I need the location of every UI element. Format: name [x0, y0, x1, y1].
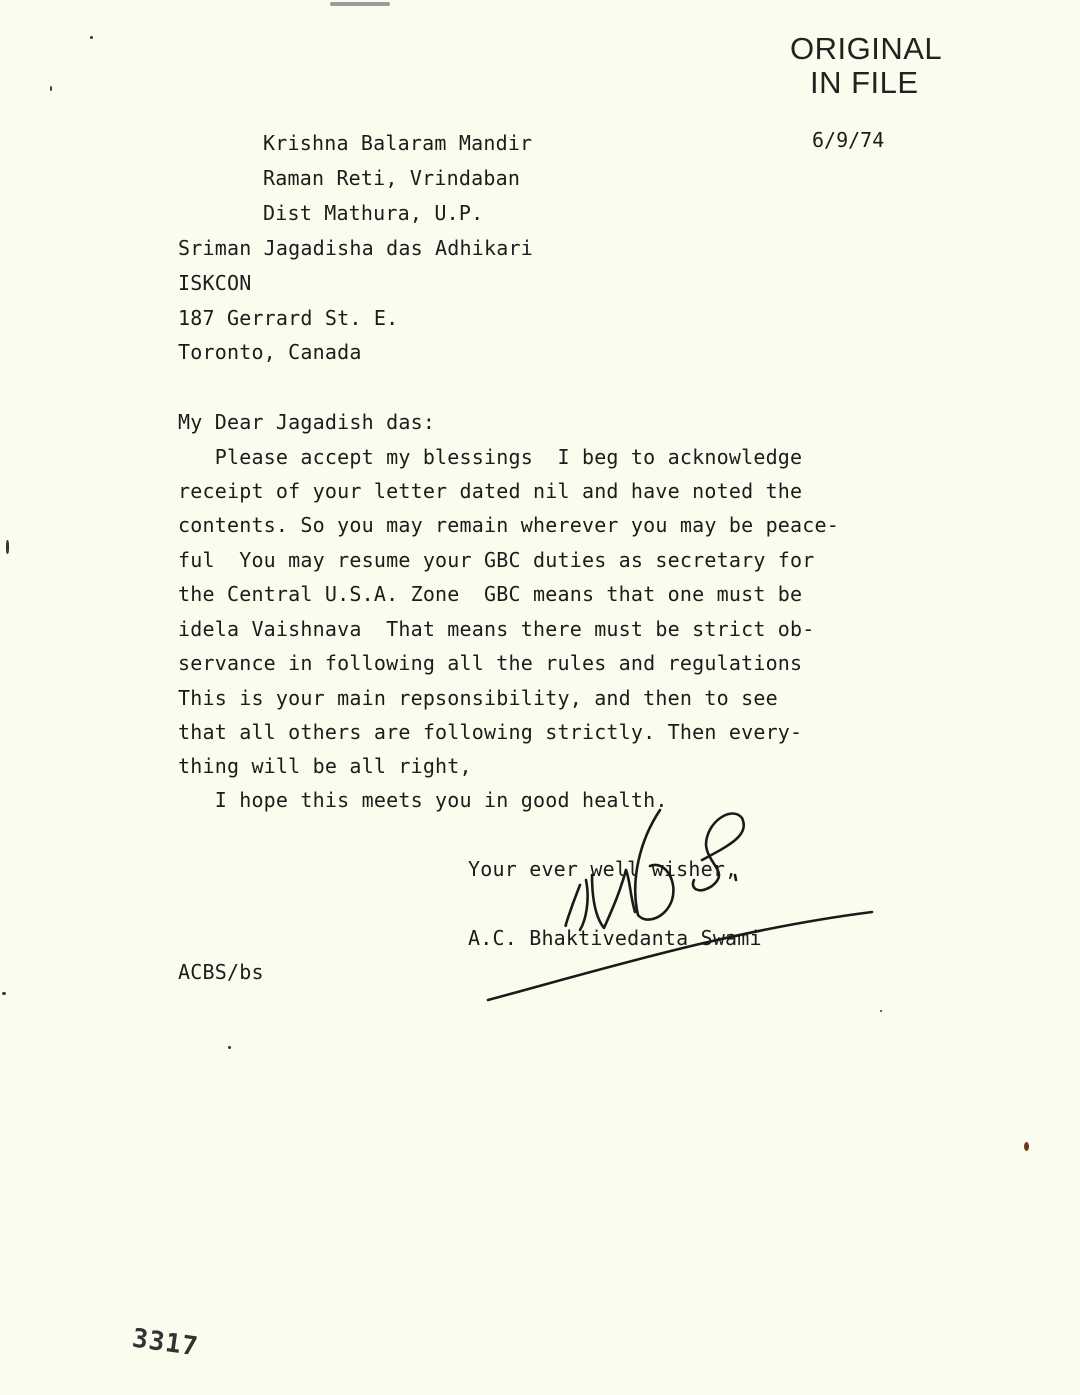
reference-line: ACBS/bs — [178, 960, 264, 984]
sender-line: Raman Reti, Vrindaban — [263, 166, 521, 190]
body-line: idela Vaishnava That means there must be strict ob- — [178, 617, 815, 641]
body-line: This is your main repsonsibility, and then to see — [178, 686, 778, 710]
recipient-line: ISKCON — [178, 271, 252, 295]
signatory-name: A.C. Bhaktivedanta Swami — [468, 926, 762, 950]
original-in-file-stamp — [790, 32, 950, 100]
body-line: ful You may resume your GBC duties as secretary for — [178, 548, 815, 572]
body-line: thing will be all right, — [178, 754, 472, 778]
recipient-line: Sriman Jagadisha das Adhikari — [178, 236, 533, 260]
stamp-line-2: IN FILE — [810, 65, 919, 100]
recipient-line: 187 Gerrard St. E. — [178, 306, 399, 330]
body-line: contents. So you may remain wherever you may be peace- — [178, 513, 840, 537]
salutation: My Dear Jagadish das: — [178, 410, 436, 434]
letter-date: 6/9/74 — [812, 128, 885, 152]
body-line: the Central U.S.A. Zone GBC means that one must be — [178, 582, 803, 606]
recipient-line: Toronto, Canada — [178, 340, 362, 364]
stamp-line-1: ORIGINAL — [790, 31, 943, 66]
body-line: receipt of your letter dated nil and have noted the — [178, 479, 803, 503]
body-line: that all others are following strictly. Then every- — [178, 720, 803, 744]
valediction: Your ever well wisher, — [468, 857, 738, 881]
body-line: Please accept my blessings I beg to acknowledge — [178, 445, 803, 469]
body-line: I hope this meets you in good health. — [178, 788, 668, 812]
file-number-stamp: 3317 — [130, 1323, 201, 1363]
sender-line: Dist Mathura, U.P. — [263, 201, 484, 225]
sender-line: Krishna Balaram Mandir — [263, 131, 533, 155]
body-line: servance in following all the rules and regulations — [178, 651, 803, 675]
handwritten-signature — [480, 800, 900, 1020]
